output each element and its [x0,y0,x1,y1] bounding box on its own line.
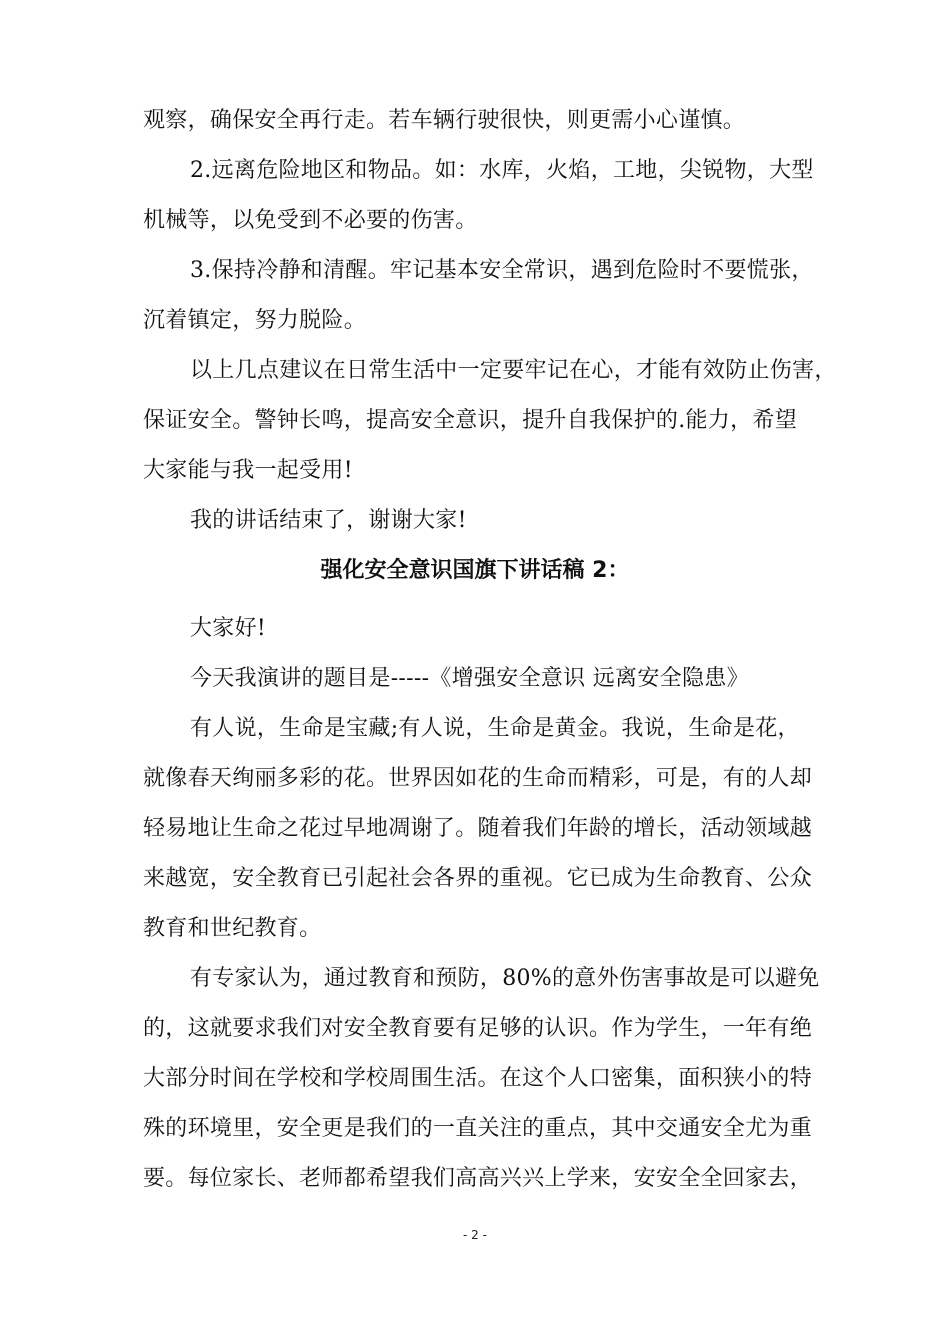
text-line: 我的讲话结束了，谢谢大家! [190,508,467,533]
text-line: 保证安全。警钟长鸣，提高安全意识，提升自我保护的.能力，希望 [143,408,797,433]
text-line: 观察，确保安全再行走。若车辆行驶很快，则更需小心谨慎。 [143,108,746,133]
text-line: 教育和世纪教育。 [143,916,322,941]
text-line: 以上几点建议在日常生活中一定要牢记在心，才能有效防止伤害， [190,358,837,383]
text-line: 沉着镇定，努力脱险。 [143,308,367,333]
text-line: 来越宽，安全教育已引起社会各界的重视。它已成为生命教育、公众 [143,866,813,891]
text-line: 的，这就要求我们对安全教育要有足够的认识。作为学生，一年有绝 [143,1016,813,1041]
text-line: 有专家认为，通过教育和预防，80%的意外伤害事故是可以避免 [190,966,820,991]
text-line: 3.保持冷静和清醒。牢记基本安全常识，遇到危险时不要慌张， [190,258,814,283]
text-line: 就像春天绚丽多彩的花。世界因如花的生命而精彩，可是，有的人却 [143,766,813,791]
text-line: 今天我演讲的题目是-----《增强安全意识 远离安全隐患》 [190,666,749,691]
text-line: 大家能与我一起受用! [143,458,353,483]
text-line: 轻易地让生命之花过早地凋谢了。随着我们年龄的增长，活动领域越 [143,816,813,841]
text-line: 机械等，以免受到不必要的伤害。 [143,208,478,233]
text-line: 有人说，生命是宝藏;有人说，生命是黄金。我说，生命是花， [190,716,800,741]
text-line: 要。每位家长、老师都希望我们高高兴兴上学来，安安全全回家去， [143,1166,813,1191]
section-heading: 强化安全意识国旗下讲话稿 2： [320,558,630,583]
text-line: 大家好! [190,616,267,641]
text-line: 大部分时间在学校和学校周围生活。在这个人口密集，面积狭小的特 [143,1066,813,1091]
text-line: 殊的环境里，安全更是我们的一直关注的重点，其中交通安全尤为重 [143,1116,813,1141]
page-number: - 2 - [463,1228,487,1242]
text-line: 2.远离危险地区和物品。如：水库，火焰，工地，尖锐物，大型 [190,158,814,183]
